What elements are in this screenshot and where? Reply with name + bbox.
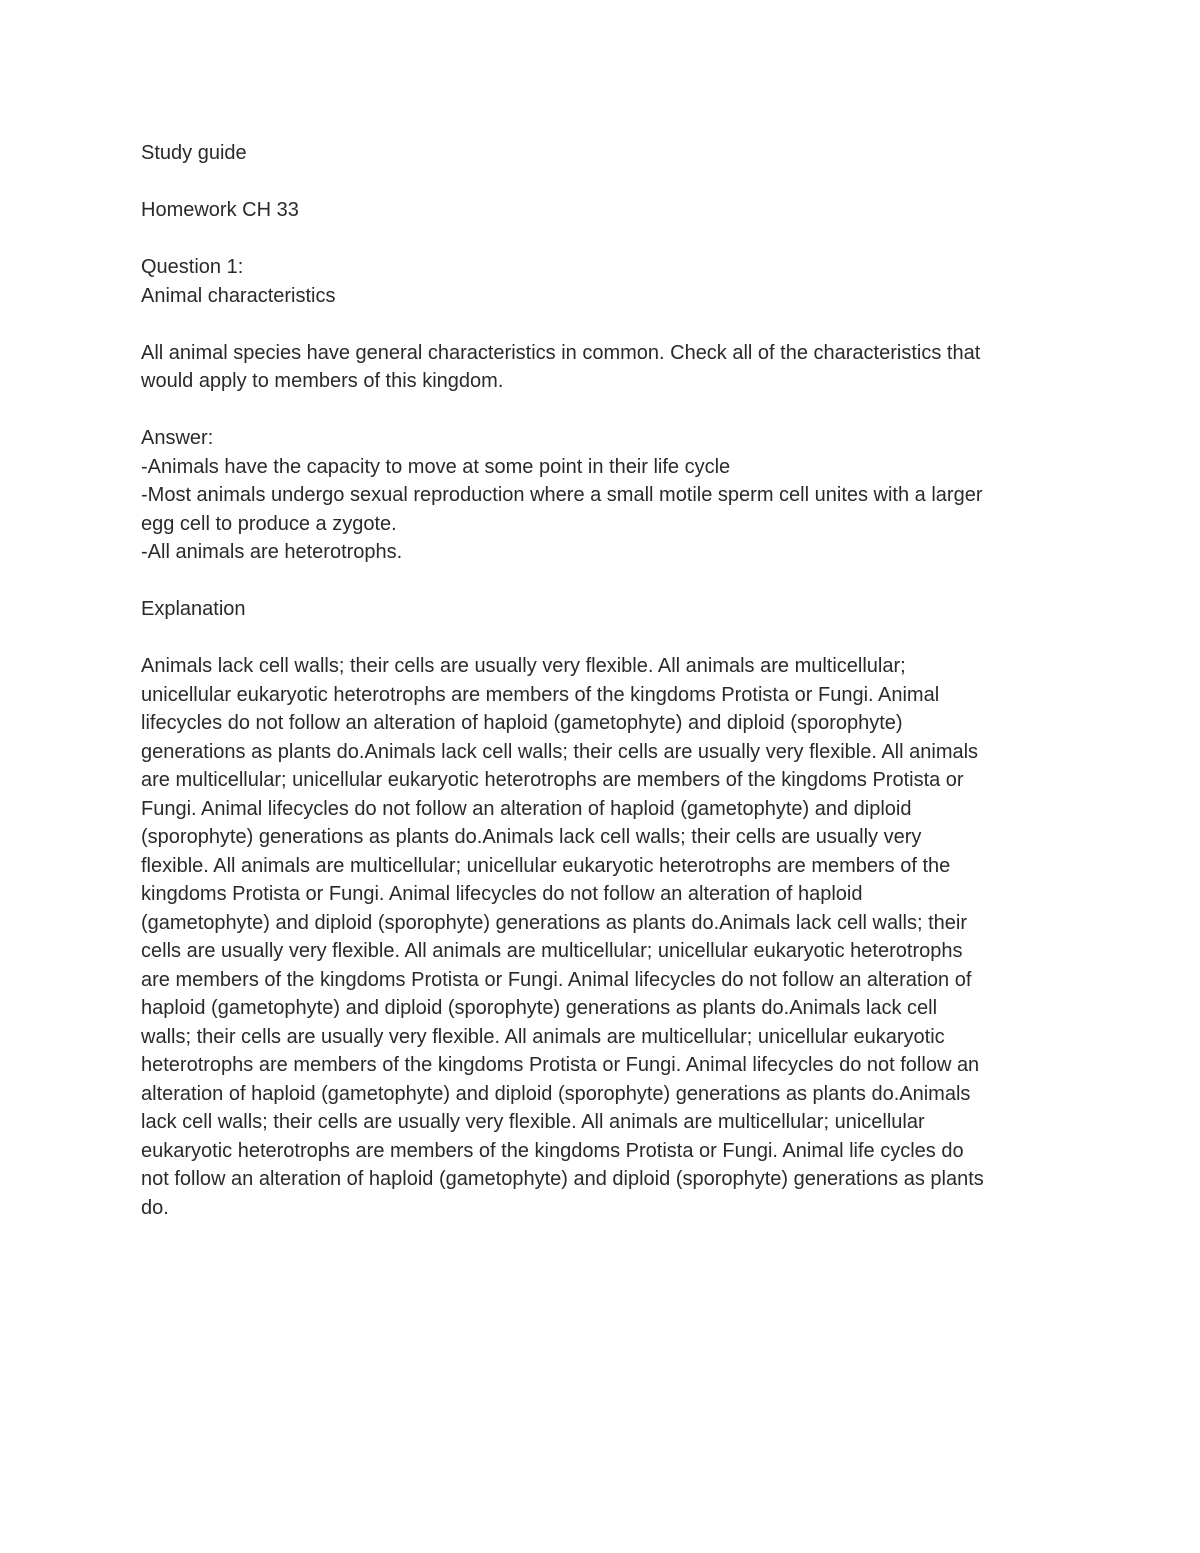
explanation-line: alteration of haploid (gametophyte) and diploid (sporophyte) generations as plants do.Animals (141, 1082, 971, 1105)
explanation-line: lack cell walls; their cells are usually very flexible. All animals are multicellular; unicellular (141, 1111, 925, 1133)
spacer (141, 168, 1057, 197)
explanation-line: Animals lack cell walls; their cells are usually very flexible. All animals are multicellular; (141, 655, 906, 677)
explanation-label: Explanation (141, 598, 246, 620)
spacer (141, 624, 1057, 653)
explanation-line: generations as plants do.Animals lack cell walls; their cells are usually very flexible. All animals (141, 740, 979, 763)
spacer (141, 396, 1057, 425)
explanation-line: kingdoms Protista or Fungi. Animal lifecycles do not follow an alteration of haploid (141, 883, 863, 905)
question-topic: Animal characteristics (141, 284, 336, 307)
document-content (141, 139, 1057, 1222)
explanation-line: not follow an alteration of haploid (gametophyte) and diploid (sporophyte) generations as plants (141, 1168, 984, 1190)
answer-line: egg cell to produce a zygote. (141, 512, 397, 535)
explanation-line: walls; their cells are usually very flexible. All animals are multicellular; unicellular eukaryotic (141, 1025, 945, 1048)
explanation-line: (sporophyte) generations as plants do.Animals lack cell walls; their cells are usually very (141, 826, 922, 848)
explanation-line: flexible. All animals are multicellular; unicellular eukaryotic heterotrophs are members of the (141, 854, 951, 877)
explanation-body (141, 652, 1057, 1222)
answer-label: Answer: (141, 427, 214, 449)
document-title: Study guide (141, 142, 247, 164)
spacer (141, 310, 1057, 339)
homework-heading: Homework CH 33 (141, 199, 299, 221)
prompt-line: All animal species have general characteristics in common. Check all of the characteristics that (141, 341, 981, 364)
explanation-line: cells are usually very flexible. All animals are multicellular; unicellular eukaryotic heterotrophs (141, 940, 963, 962)
explanation-line: unicellular eukaryotic heterotrophs are members of the kingdoms Protista or Fungi. Animal (141, 683, 940, 706)
explanation-line: are members of the kingdoms Protista or Fungi. Animal lifecycles do not follow an alteration of (141, 968, 972, 991)
explanation-line: haploid (gametophyte) and diploid (sporophyte) generations as plants do.Animals lack cell (141, 997, 938, 1019)
explanation-line: are multicellular; unicellular eukaryotic heterotrophs are members of the kingdoms Protista or (141, 769, 964, 791)
answer-line: -Most animals undergo sexual reproduction where a small motile sperm cell unites with a larger (141, 484, 983, 506)
spacer (141, 567, 1057, 596)
explanation-line: lifecycles do not follow an alteration of haploid (gametophyte) and diploid (sporophyte) (141, 712, 903, 734)
question-prompt (141, 339, 1057, 396)
explanation-line: heterotrophs are members of the kingdoms Protista or Fungi. Animal lifecycles do not follow an (141, 1054, 980, 1076)
explanation-line: do. (141, 1196, 169, 1219)
explanation-line: (gametophyte) and diploid (sporophyte) generations as plants do.Animals lack cell walls; their (141, 911, 967, 934)
question-number: Question 1: (141, 256, 244, 278)
explanation-line: Fungi. Animal lifecycles do not follow an alteration of haploid (gametophyte) and diploid (141, 797, 912, 820)
answer-line: -All animals are heterotrophs. (141, 541, 403, 563)
answer-list (141, 453, 1057, 567)
prompt-line: would apply to members of this kingdom. (141, 370, 504, 392)
explanation-line: eukaryotic heterotrophs are members of the kingdoms Protista or Fungi. Animal life cycles do (141, 1139, 964, 1162)
answer-line: -Animals have the capacity to move at some point in their life cycle (141, 455, 731, 478)
spacer (141, 225, 1057, 254)
